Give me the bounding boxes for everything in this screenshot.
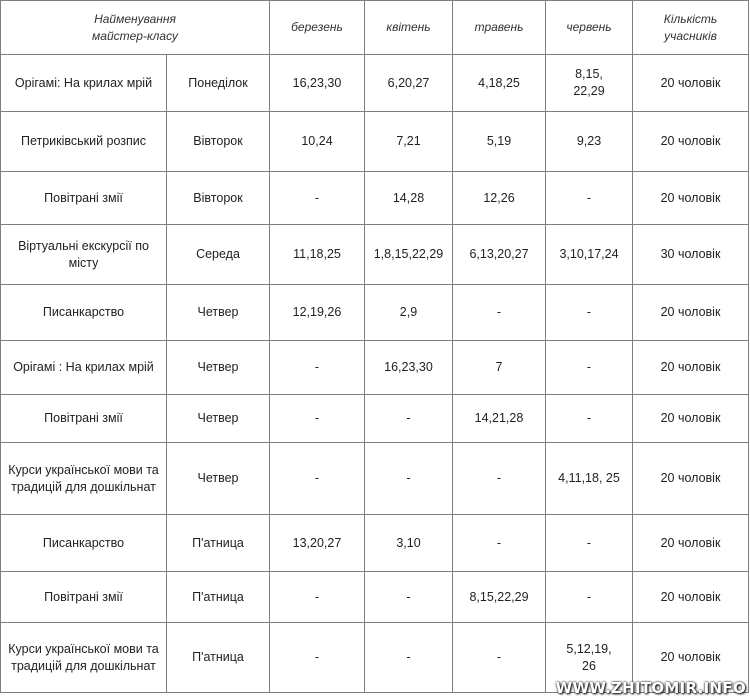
participants-cell: 20 чоловік <box>633 623 749 693</box>
table-row <box>1 112 749 172</box>
table-row <box>1 55 749 112</box>
weekday-cell: Четвер <box>167 341 270 395</box>
class-name-cell: Повітрані змії <box>1 572 167 623</box>
weekday-cell: П'атница <box>167 515 270 572</box>
class-name-cell: Курси української мови та традицій для дошкільнат <box>1 623 167 693</box>
march-dates-cell: 13,20,27 <box>270 515 365 572</box>
weekday-cell: Понеділок <box>167 55 270 112</box>
april-dates-cell: 1,8,15,22,29 <box>365 225 453 285</box>
june-dates-cell: - <box>546 172 633 225</box>
june-dates-cell: - <box>546 285 633 341</box>
may-dates-cell: 14,21,28 <box>453 395 546 443</box>
header-month-3: травень <box>453 1 546 55</box>
march-dates-cell: - <box>270 443 365 515</box>
may-dates-cell: 8,15,22,29 <box>453 572 546 623</box>
weekday-cell: Четвер <box>167 285 270 341</box>
june-dates-cell: - <box>546 395 633 443</box>
table-row <box>1 515 749 572</box>
class-name-cell: Повітрані змії <box>1 395 167 443</box>
table-row <box>1 395 749 443</box>
june-dates-cell: 3,10,17,24 <box>546 225 633 285</box>
weekday-cell: П'атница <box>167 572 270 623</box>
header-row <box>1 1 749 55</box>
class-name-cell: Курси української мови та традицій для дошкільнат <box>1 443 167 515</box>
weekday-cell: Вівторок <box>167 112 270 172</box>
march-dates-cell: 12,19,26 <box>270 285 365 341</box>
participants-cell: 20 чоловік <box>633 341 749 395</box>
june-dates-cell: 8,15, 22,29 <box>546 55 633 112</box>
april-dates-cell: - <box>365 572 453 623</box>
participants-cell: 20 чоловік <box>633 572 749 623</box>
may-dates-cell: - <box>453 515 546 572</box>
participants-cell: 30 чоловік <box>633 225 749 285</box>
april-dates-cell: - <box>365 395 453 443</box>
class-name-cell: Орігамі: На крилах мрій <box>1 55 167 112</box>
weekday-cell: Четвер <box>167 395 270 443</box>
class-name-cell: Петриківський розпис <box>1 112 167 172</box>
june-dates-cell: 5,12,19, 26 <box>546 623 633 693</box>
may-dates-cell: 4,18,25 <box>453 55 546 112</box>
class-name-cell: Писанкарство <box>1 285 167 341</box>
may-dates-cell: 5,19 <box>453 112 546 172</box>
class-name-cell: Орігамі : На крилах мрій <box>1 341 167 395</box>
table-row <box>1 443 749 515</box>
march-dates-cell: 10,24 <box>270 112 365 172</box>
march-dates-cell: 11,18,25 <box>270 225 365 285</box>
may-dates-cell: - <box>453 623 546 693</box>
class-name-cell: Писанкарство <box>1 515 167 572</box>
march-dates-cell: 16,23,30 <box>270 55 365 112</box>
june-dates-cell: - <box>546 341 633 395</box>
participants-cell: 20 чоловік <box>633 395 749 443</box>
april-dates-cell: - <box>365 623 453 693</box>
march-dates-cell: - <box>270 572 365 623</box>
april-dates-cell: 2,9 <box>365 285 453 341</box>
april-dates-cell: - <box>365 443 453 515</box>
april-dates-cell: 7,21 <box>365 112 453 172</box>
march-dates-cell: - <box>270 341 365 395</box>
header-month-1: березень <box>270 1 365 55</box>
march-dates-cell: - <box>270 395 365 443</box>
participants-cell: 20 чоловік <box>633 55 749 112</box>
table-row <box>1 341 749 395</box>
june-dates-cell: - <box>546 572 633 623</box>
april-dates-cell: 14,28 <box>365 172 453 225</box>
june-dates-cell: 4,11,18, 25 <box>546 443 633 515</box>
header-month-2: квітень <box>365 1 453 55</box>
header-name: Найменування майстер-класу <box>1 1 270 55</box>
header-count: Кількість учасників <box>633 1 749 55</box>
june-dates-cell: - <box>546 515 633 572</box>
april-dates-cell: 16,23,30 <box>365 341 453 395</box>
participants-cell: 20 чоловік <box>633 443 749 515</box>
weekday-cell: Середа <box>167 225 270 285</box>
march-dates-cell: - <box>270 172 365 225</box>
participants-cell: 20 чоловік <box>633 515 749 572</box>
table-row <box>1 225 749 285</box>
may-dates-cell: - <box>453 285 546 341</box>
weekday-cell: Вівторок <box>167 172 270 225</box>
site-watermark: WWW.ZHITOMIR.INFO <box>555 679 746 697</box>
table-row <box>1 285 749 341</box>
participants-cell: 20 чоловік <box>633 172 749 225</box>
weekday-cell: П'атница <box>167 623 270 693</box>
participants-cell: 20 чоловік <box>633 112 749 172</box>
may-dates-cell: 12,26 <box>453 172 546 225</box>
may-dates-cell: - <box>453 443 546 515</box>
march-dates-cell: - <box>270 623 365 693</box>
class-name-cell: Повітрані змії <box>1 172 167 225</box>
participants-cell: 20 чоловік <box>633 285 749 341</box>
may-dates-cell: 7 <box>453 341 546 395</box>
weekday-cell: Четвер <box>167 443 270 515</box>
april-dates-cell: 3,10 <box>365 515 453 572</box>
class-name-cell: Віртуальні екскурсії по місту <box>1 225 167 285</box>
june-dates-cell: 9,23 <box>546 112 633 172</box>
table-row <box>1 172 749 225</box>
header-month-4: червень <box>546 1 633 55</box>
may-dates-cell: 6,13,20,27 <box>453 225 546 285</box>
table-row <box>1 572 749 623</box>
april-dates-cell: 6,20,27 <box>365 55 453 112</box>
